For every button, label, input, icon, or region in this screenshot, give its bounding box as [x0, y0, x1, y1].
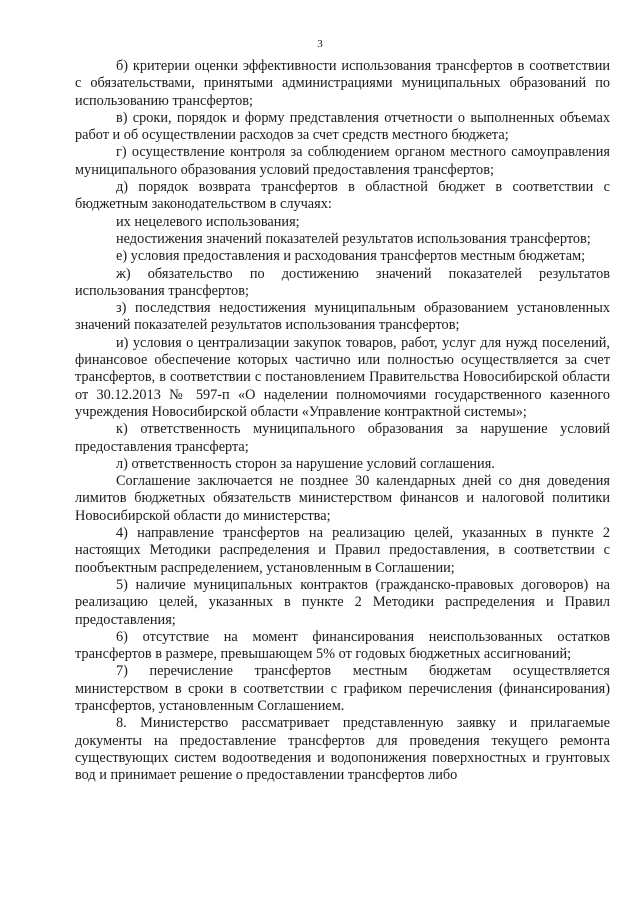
- paragraph-k: к) ответственность муниципального образования за нарушение условий предоставления трансферта;: [75, 421, 610, 455]
- paragraph-g: г) осуществление контроля за соблюдением органом местного самоуправления муниципального образования условий предоставления трансфертов;: [75, 144, 610, 178]
- paragraph-agreement-deadline: Соглашение заключается не позднее 30 календарных дней со дня доведения лимитов бюджетных обязательств министерством финансов и налоговой политики Новосибирской области до министерства;: [75, 473, 610, 524]
- paragraph-b: б) критерии оценки эффективности использования трансфертов в соответствии с обязательствами, принятыми администрациями муниципальных образований по использованию трансфертов;: [75, 58, 610, 109]
- paragraph-e: е) условия предоставления и расходования трансфертов местным бюджетам;: [116, 248, 586, 265]
- paragraph-6: 6) отсутствие на момент финансирования неиспользованных остатков трансфертов в размере, превышающем 5% от годовых бюджетных ассигнований;: [75, 628, 610, 663]
- paragraph-d: д) порядок возврата трансфертов в областной бюджет в соответствии с бюджетным законодательством в случаях:: [75, 179, 610, 213]
- paragraph-8: 8. Министерство рассматривает представленную заявку и прилагаемые документы на предоставление трансфертов для проведения текущего ремонта существующих систем водоотведения и водопонижения поверхностных и грунтовых вод и принимает решение о предоставлении трансфертов либо: [75, 715, 610, 784]
- paragraph-zh: ж) обязательство по достижению значений показателей результатов использования трансфертов;: [75, 265, 610, 299]
- paragraph-d-case-1: их нецелевого использования;: [116, 213, 300, 230]
- paragraph-i: и) условия о централизации закупок товаров, работ, услуг для нужд поселений, финансовое обеспечение которых частично или полностью осуществляется за счет трансфертов, в соответствии с постановлением Правительства Новосибирской области от 30.12.2013 № 597-п «О наделении полномочиями государственного казенного учреждения Новосибирской области «Управление контрактной системы»;: [75, 334, 610, 420]
- paragraph-5: 5) наличие муниципальных контрактов (гражданско-правовых договоров) на реализацию целей, указанных в пункте 2 Методики распределения и Правил предоставления;: [75, 576, 610, 628]
- paragraph-7: 7) перечисление трансфертов местным бюджетам осуществляется министерством в сроки в соответствии с графиком перечисления (финансирования) трансфертов, установленным Соглашением.: [75, 663, 610, 714]
- paragraph-d-case-2: недостижения значений показателей результатов использования трансфертов;: [116, 230, 591, 247]
- paragraph-l: л) ответственность сторон за нарушение условий соглашения.: [116, 455, 495, 472]
- page-number: 3: [317, 38, 323, 50]
- paragraph-4: 4) направление трансфертов на реализацию целей, указанных в пункте 2 настоящих Методики распределения и Правил предоставления, в соответствии с пообъектным распределением, установленным в Соглашении;: [75, 525, 610, 576]
- body-text: [75, 58, 610, 784]
- paragraph-z: з) последствия недостижения муниципальным образованием установленных значений показателей результатов использования трансфертов;: [75, 300, 610, 334]
- paragraph-v: в) сроки, порядок и форму представления отчетности о выполненных объемах работ и об осуществлении расходов за счет средств местного бюджета;: [75, 109, 610, 144]
